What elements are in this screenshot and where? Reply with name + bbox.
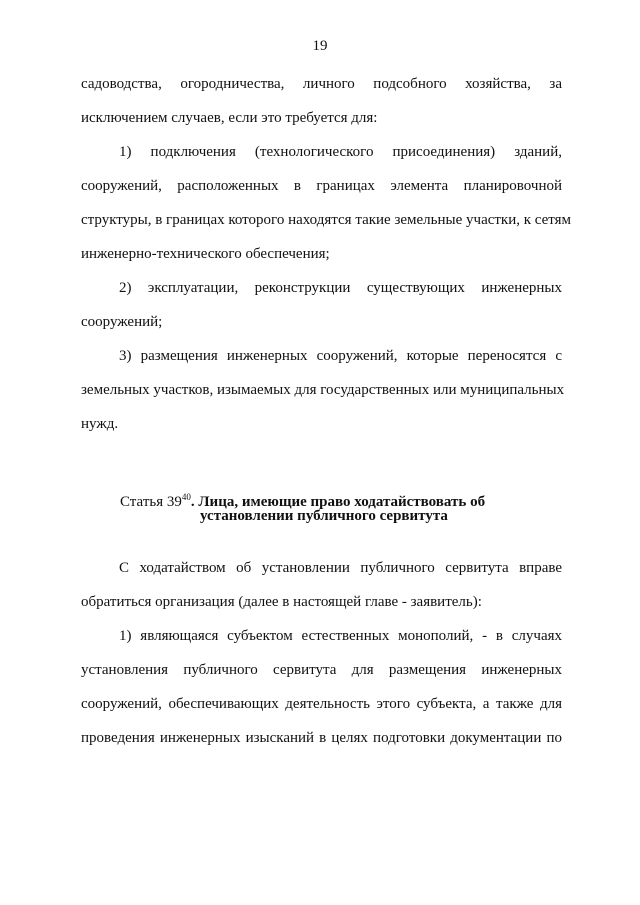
text-line: проведения инженерных изысканий в целях подготовки документации по: [81, 730, 562, 746]
text-line: сооружений, расположенных в границах элемента планировочной: [81, 178, 562, 194]
article-number: Статья 39: [120, 494, 182, 510]
text-line: 1) подключения (технологического присоединения) зданий,: [119, 144, 562, 160]
text-line: садоводства, огородничества, личного подсобного хозяйства, за: [81, 76, 562, 92]
body-text-block-2: [81, 558, 562, 762]
text-line: 2) эксплуатации, реконструкции существующих инженерных: [119, 280, 562, 296]
text-line: инженерно-технического обеспечения;: [81, 246, 330, 262]
article-number-superscript: 40: [181, 492, 191, 502]
text-line: сооружений;: [81, 314, 163, 330]
text-line: земельных участков, изымаемых для государственных или муниципальных: [81, 382, 565, 398]
text-line: исключением случаев, если это требуется для:: [81, 110, 378, 126]
article-title-part-2: установлении публичного сервитута: [200, 508, 448, 524]
article-title-part-1: . Лица, имеющие право ходатайствовать об: [190, 494, 486, 510]
text-line: обратиться организация (далее в настоящей главе - заявитель):: [81, 594, 482, 610]
text-line: сооружений, обеспечивающих деятельность этого субъекта, а также для: [81, 696, 562, 712]
text-line: нужд.: [81, 416, 119, 432]
text-line: 3) размещения инженерных сооружений, которые переносятся с: [119, 348, 562, 364]
body-text-block-1: [81, 74, 572, 448]
text-line: С ходатайством об установлении публичного сервитута вправе: [119, 560, 562, 576]
text-line: установления публичного сервитута для размещения инженерных: [81, 662, 562, 678]
page-number: 19: [312, 38, 328, 54]
text-line: структуры, в границах которого находятся такие земельные участки, к сетям: [81, 212, 572, 228]
text-line: 1) являющаяся субъектом естественных монополий, - в случаях: [119, 628, 562, 644]
